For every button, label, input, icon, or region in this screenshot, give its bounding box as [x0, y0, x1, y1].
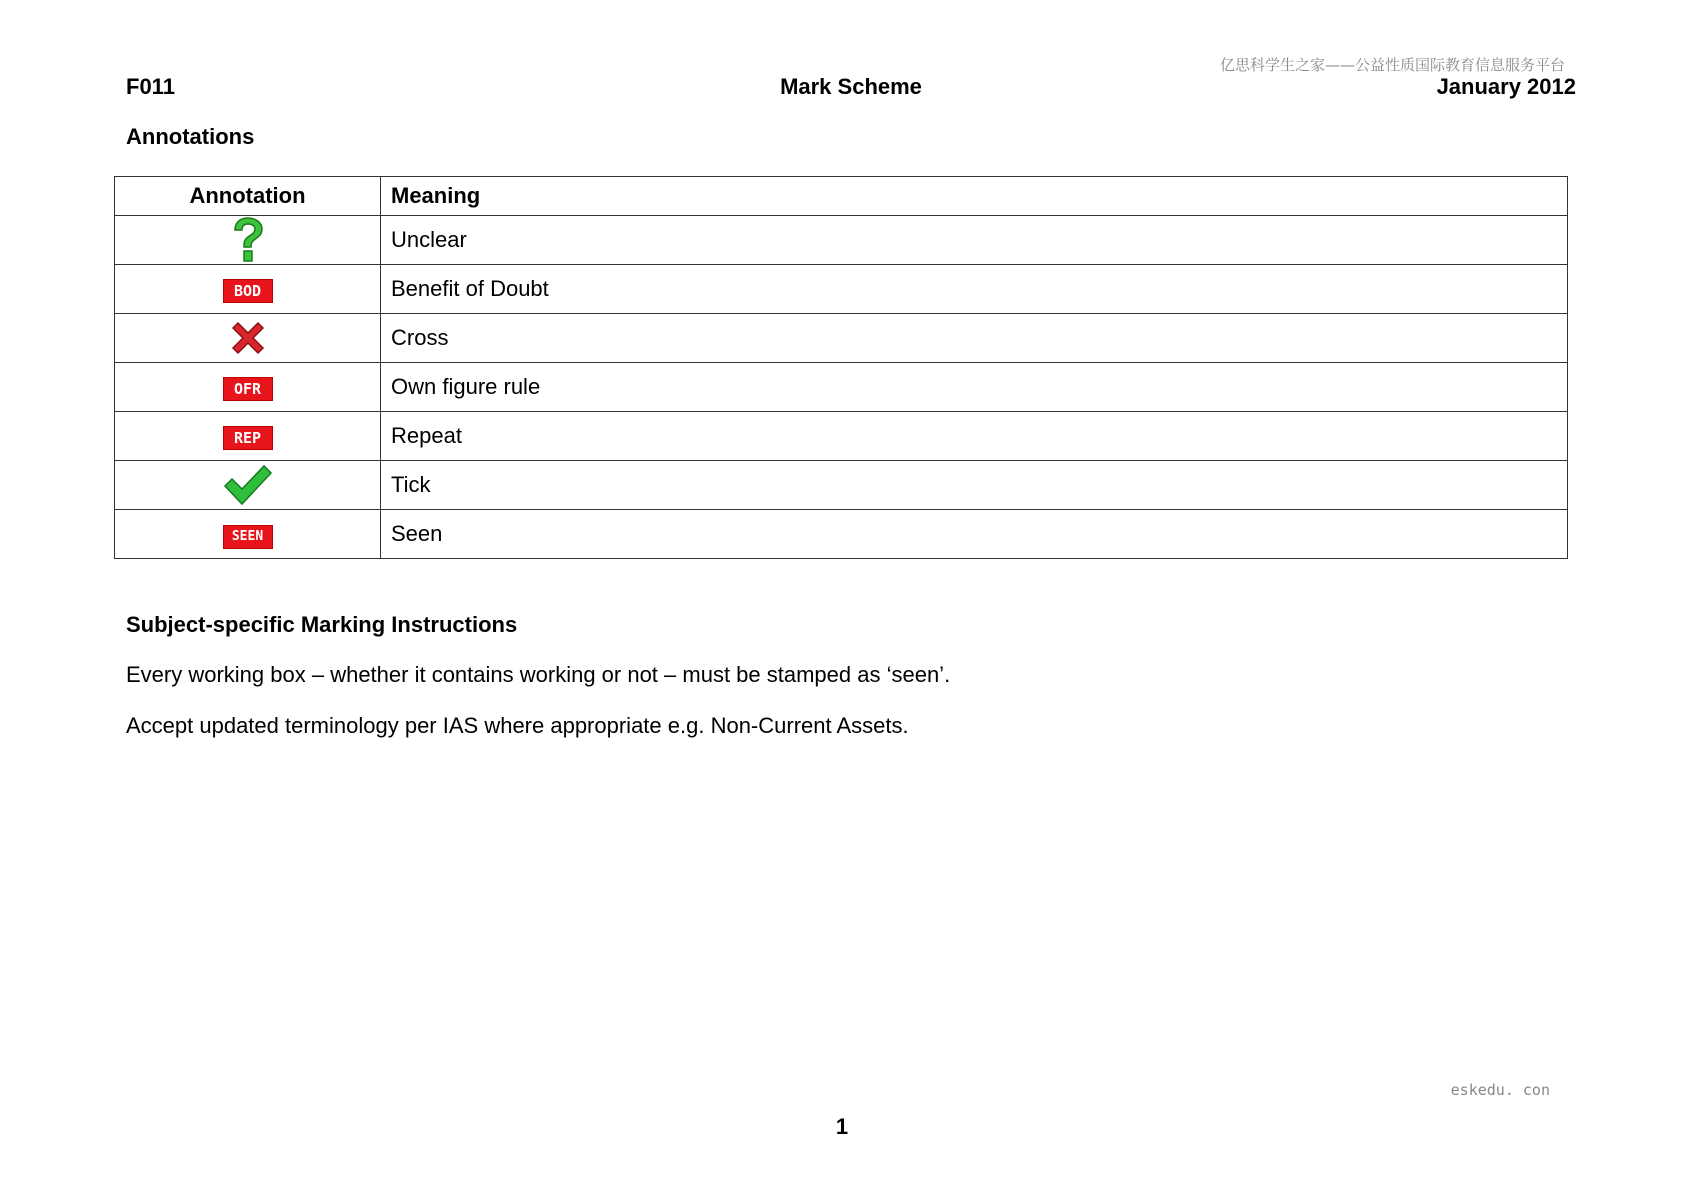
- meaning-cell: Seen: [381, 510, 1568, 559]
- bod-stamp-icon: BOD: [224, 280, 272, 302]
- annotation-cell: [115, 510, 381, 559]
- column-header-meaning: Meaning: [381, 177, 1568, 216]
- exam-date: January 2012: [1436, 74, 1576, 99]
- annotation-cell: [115, 314, 381, 363]
- meaning-cell: Repeat: [381, 412, 1568, 461]
- meaning-cell: Tick: [381, 461, 1568, 510]
- meaning-cell: Cross: [381, 314, 1568, 363]
- annotation-cell: [115, 363, 381, 412]
- annotation-cell: [115, 461, 381, 510]
- tick-icon: [223, 464, 273, 506]
- page-title: Mark Scheme: [780, 74, 922, 99]
- annotations-table: [114, 176, 1568, 559]
- annotation-cell: [115, 265, 381, 314]
- table-row: [115, 412, 1568, 461]
- watermark-top: 亿思科学生之家——公益性质国际教育信息服务平台: [1219, 56, 1565, 74]
- annotations-heading: Annotations: [126, 124, 255, 149]
- meaning-cell: Own figure rule: [381, 363, 1568, 412]
- page-number: 1: [835, 1114, 849, 1139]
- seen-stamp-icon: SEEN: [224, 526, 272, 548]
- table-row: [115, 363, 1568, 412]
- question-mark-icon: [231, 217, 265, 263]
- annotation-cell: [115, 216, 381, 265]
- meaning-cell: Benefit of Doubt: [381, 265, 1568, 314]
- ofr-stamp-icon: OFR: [224, 378, 272, 400]
- meaning-cell: Unclear: [381, 216, 1568, 265]
- watermark-bottom: eskedu. con: [1450, 1081, 1550, 1099]
- table-row: [115, 461, 1568, 510]
- cross-icon: [229, 319, 267, 357]
- paper-code: F011: [126, 74, 175, 99]
- rep-stamp-icon: REP: [224, 427, 272, 449]
- instructions-heading: Subject-specific Marking Instructions: [126, 612, 518, 637]
- table-row: [115, 265, 1568, 314]
- page-header: [126, 74, 1576, 102]
- instruction-paragraph: Every working box – whether it contains working or not – must be stamped as ‘seen’.: [126, 662, 951, 687]
- annotation-cell: [115, 412, 381, 461]
- column-header-annotation: Annotation: [115, 177, 381, 216]
- table-row: [115, 216, 1568, 265]
- table-row: [115, 510, 1568, 559]
- instruction-paragraph: Accept updated terminology per IAS where appropriate e.g. Non-Current Assets.: [126, 713, 909, 738]
- table-row: [115, 314, 1568, 363]
- table-header-row: [115, 177, 1568, 216]
